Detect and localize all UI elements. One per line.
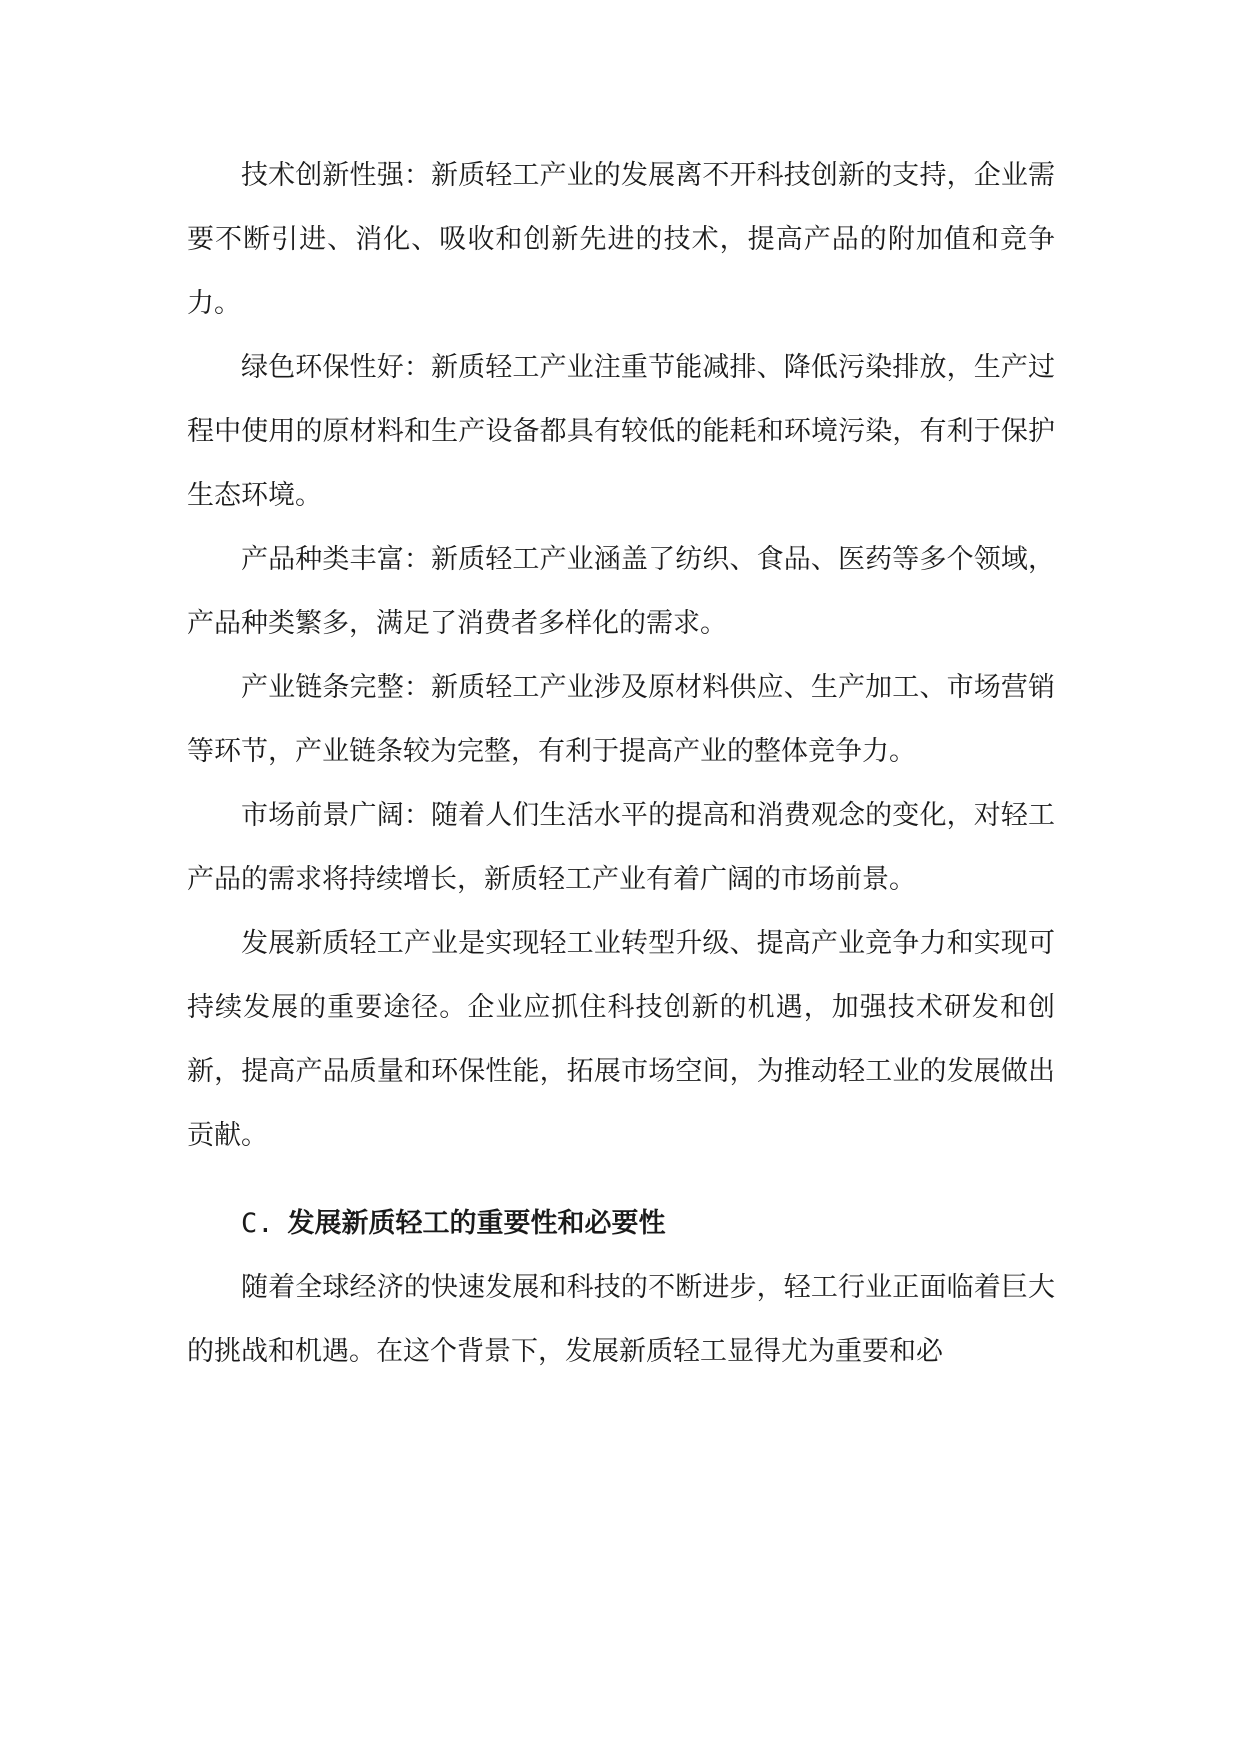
paragraph-green-environment: 绿色环保性好：新质轻工产业注重节能减排、降低污染排放，生产过程中使用的原材料和生产设备都具有较低的能耗和环境污染，有利于保护生态环境。	[187, 352, 1055, 511]
paragraph-market-prospect: 市场前景广阔：随着人们生活水平的提高和消费观念的变化，对轻工产品的需求将持续增长，新质轻工产业有着广阔的市场前景。	[187, 800, 1055, 895]
section-heading	[187, 1192, 1055, 1256]
section-number: C.	[241, 1208, 274, 1239]
section-title: 发展新质轻工的重要性和必要性	[287, 1208, 666, 1239]
paragraph-importance-intro: 随着全球经济的快速发展和科技的不断进步，轻工行业正面临着巨大的挑战和机遇。在这个背景下，发展新质轻工显得尤为重要和必	[187, 1272, 1055, 1367]
paragraph-development-summary: 发展新质轻工产业是实现轻工业转型升级、提高产业竞争力和实现可持续发展的重要途径。企业应抓住科技创新的机遇，加强技术研发和创新，提高产品质量和环保性能，拓展市场空间，为推动轻工业的发展做出贡献。	[187, 928, 1055, 1151]
paragraph-product-variety: 产品种类丰富：新质轻工产业涵盖了纺织、食品、医药等多个领域，产品种类繁多，满足了消费者多样化的需求。	[187, 544, 1055, 639]
paragraph-industry-chain: 产业链条完整：新质轻工产业涉及原材料供应、生产加工、市场营销等环节，产业链条较为完整，有利于提高产业的整体竞争力。	[187, 672, 1055, 767]
document-body	[187, 144, 1055, 1384]
paragraph-tech-innovation: 技术创新性强：新质轻工产业的发展离不开科技创新的支持，企业需要不断引进、消化、吸收和创新先进的技术，提高产品的附加值和竞争力。	[187, 160, 1055, 319]
